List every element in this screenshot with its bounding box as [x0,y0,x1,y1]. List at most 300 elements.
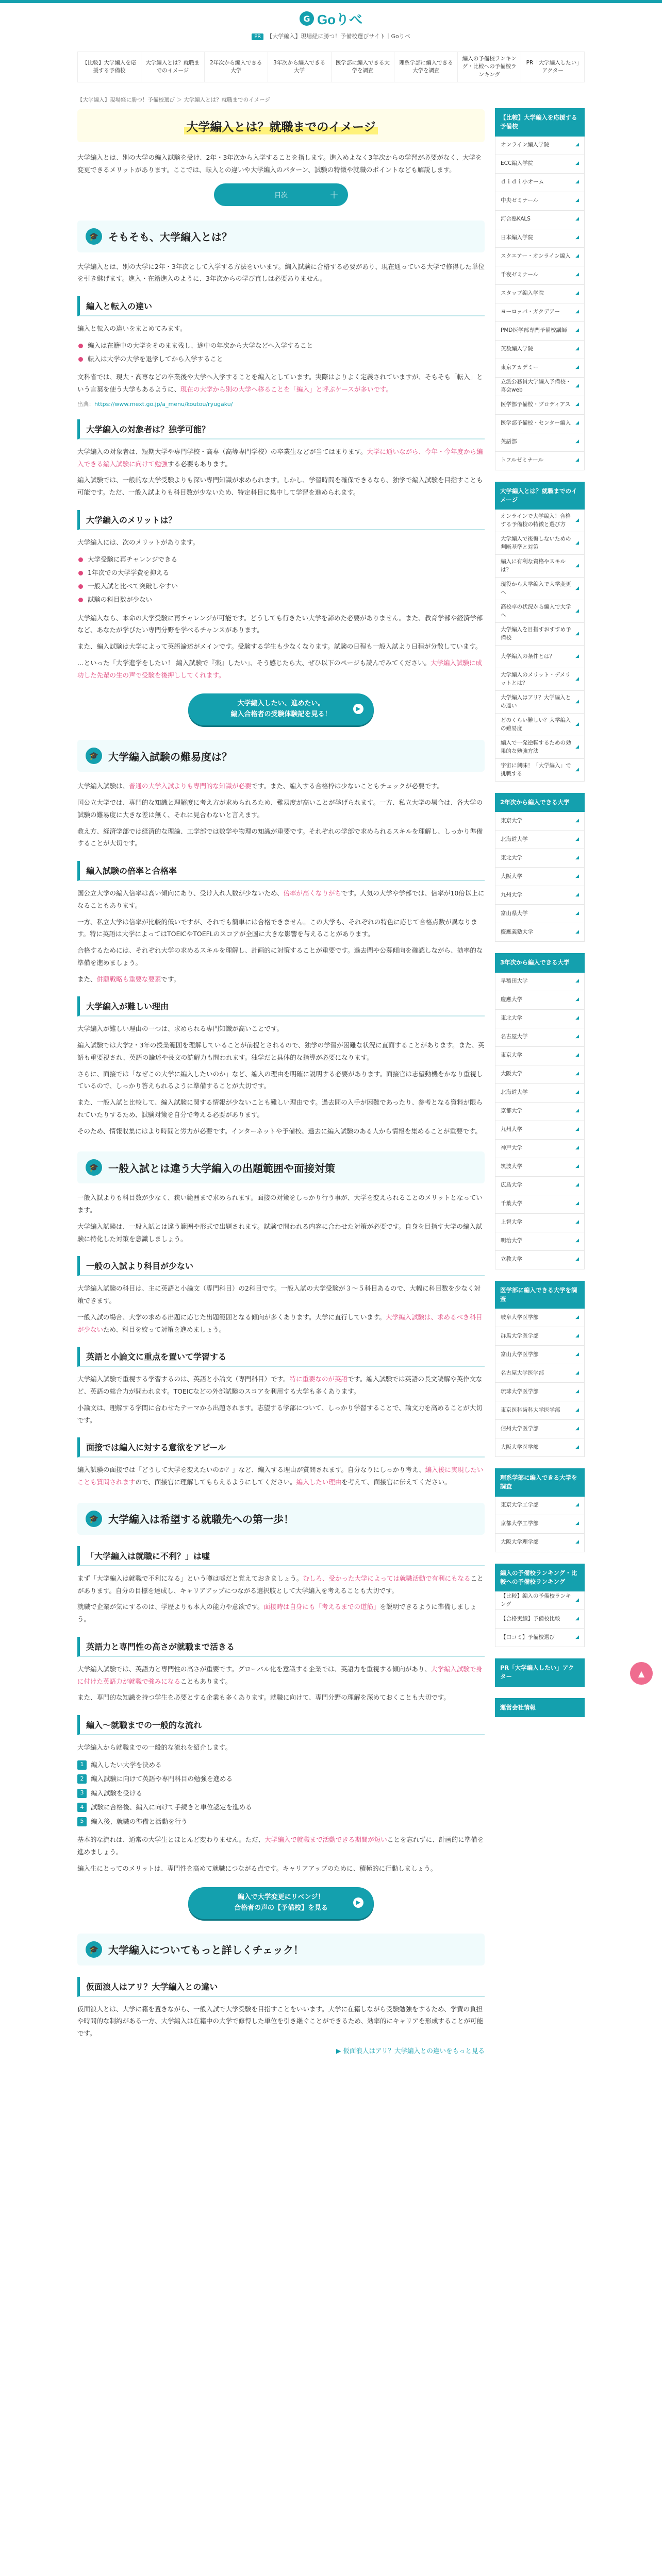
sidebar-item-label: 英語部 [501,438,517,445]
corner-check-icon: ◢ [575,1616,579,1621]
sidebar-item-label: スクエアー・オンライン編入 [501,253,571,260]
sidebar-item[interactable] [495,973,585,991]
sidebar-item[interactable] [495,1497,585,1515]
site-tagline [0,32,662,40]
corner-check-icon: ◢ [575,653,579,659]
sidebar-item[interactable] [495,668,585,691]
sidebar-item[interactable] [495,415,585,433]
corner-check-icon: ◢ [575,1444,579,1450]
sidebar-item[interactable] [495,1214,585,1232]
section-heading [77,1151,485,1183]
paragraph: 大学編入なら、本命の大学受験に再チャレンジが可能です。どうしても行きたい大学を諦めた必要がありません。また、教育学部や経済学部など、あなたが学びたい専門分野を学べるチャンスがあります。 [77,614,483,634]
highlight-text: むしろ、受かった大学によっては就職活動で有利にもなる [303,1574,471,1582]
sidebar-item[interactable] [495,1401,585,1420]
sidebar-item[interactable] [495,1140,585,1158]
sidebar-item[interactable] [495,174,585,192]
paragraph [77,1834,485,1858]
sidebar-item-label: スタップ編入学院 [501,290,544,297]
nav-item[interactable]: 2年次から編入できる大学 [205,52,268,82]
sidebar-item-label: オンライン編入学院 [501,142,550,148]
text: こともあります。 [180,1677,232,1685]
corner-check-icon: ◢ [575,1521,579,1527]
corner-check-icon: ◢ [575,1053,579,1058]
sidebar-item-label: ｄｉｄｉ小オーム [501,179,544,185]
sidebar-heading[interactable]: 【比較】大学編入を応援する予備校 [495,108,585,137]
corner-check-icon: ◢ [575,1502,579,1508]
source-label: 出典： [77,400,94,408]
nav-item[interactable]: 理系学部に編入できる大学を調査 [394,52,458,82]
sidebar-item[interactable] [495,868,585,886]
sidebar-item[interactable] [495,831,585,849]
sidebar-item-label: 【口コミ】予備校選び [501,1634,555,1640]
corner-check-icon: ◢ [575,1182,579,1188]
sidebar-block [495,1658,585,1687]
corner-check-icon: ◢ [575,402,579,408]
sidebar-block [495,482,585,782]
sidebar-item[interactable] [495,905,585,923]
sidebar [495,108,585,2576]
sidebar-item[interactable] [495,1177,585,1195]
cta-line: 編入合格者の受験体験記を見る！ [230,710,332,719]
sidebar-item-label: ECC編入学院 [501,160,534,167]
sidebar-item[interactable] [495,303,585,322]
sidebar-item-label: 高校卒の状況から編入で大学へ [501,603,571,618]
sidebar-item[interactable] [495,923,585,942]
subheading: 面接では編入に対する意欲をアピール [77,1437,485,1458]
sidebar-item-label: 名古屋大学 [501,1033,528,1040]
text: ため、科目を絞って対策を進めましょう。 [103,1325,226,1333]
sidebar-item-label: 千夜ゼミナール [501,272,539,278]
sidebar-item[interactable] [495,192,585,211]
sidebar-item-label: 大学編入はアリ？大学編入との違い [501,694,571,709]
breadcrumb[interactable]: 【大学編入】現場経に勝つ！予備校選び ＞ 大学編入とは？就職までのイメージ [77,97,270,103]
cta-line: 大学編入したい、進めたい。 [237,700,325,708]
graduation-cap-icon: 🎓 [86,748,102,764]
sidebar-item[interactable] [495,1515,585,1534]
sidebar-item-label: 東北大学 [501,1015,522,1022]
highlight-text: 面接時は自身にも「考えるまでの道筋」 [263,1603,380,1611]
highlight-text: 現在の大学から別の大学へ移ることを「編入」と呼ぶケースが多いです。 [180,385,392,393]
sidebar-item-label: 慶應大学 [501,996,522,1003]
corner-check-icon: ◢ [575,198,579,204]
sidebar-item-label: 富山県大学 [501,910,528,917]
subheading: 一般の入試より科目が少ない [77,1256,485,1276]
sidebar-item[interactable] [495,691,585,714]
highlight-text: 大学編入試験は、求めるべき科目が少ない [77,1313,483,1333]
highlight-text: 倍率が高くなりがち [283,889,341,897]
sidebar-item-label: 名古屋大学医学部 [501,1369,544,1376]
paragraph [77,657,485,682]
paragraph: 一般入試よりも科目数が少なく、狭い範囲まで求められます。面接の対策をしっかり行う事が、大学を変えられることのメリットとなっています。 [77,1194,483,1214]
text: です。また、編入する合格枠は少ないこともチェックが必要です。 [251,782,444,790]
corner-check-icon: ◢ [575,837,579,842]
corner-check-icon: ◢ [575,161,579,166]
subheading: 編入～就職までの一般的な流れ [77,1715,485,1735]
sidebar-item-label: 九州大学 [501,891,522,898]
sidebar-heading[interactable]: PR「大学編入したい」アクター [495,1658,585,1687]
sidebar-item[interactable] [495,1065,585,1084]
sidebar-item-label: 編入で一発逆転するための効果的な勉強方法 [501,739,571,754]
cta-button[interactable] [188,693,374,725]
graduation-cap-icon: 🎓 [86,1941,102,1958]
corner-check-icon: ◢ [575,767,579,772]
nav-item[interactable]: 編入の予備校ランキング・比較への予備校ランキング [458,52,521,82]
sidebar-item-label: 群馬大学医学部 [501,1332,539,1339]
numbered-list [77,1758,485,1829]
corner-check-icon: ◢ [575,439,579,445]
sidebar-item-label: 上智大学 [501,1219,522,1226]
sidebar-item-label: 中央ゼミナール [501,197,539,204]
sidebar-item[interactable] [495,137,585,155]
corner-check-icon: ◢ [575,1127,579,1132]
section-title: 大学編入試験の難易度は？ [108,750,232,763]
list-item [77,1758,485,1772]
step-text: 編入したい大学を決める [91,1760,162,1769]
graduation-cap-icon: 🎓 [86,1511,102,1527]
toc-button[interactable] [214,183,348,206]
sidebar-item[interactable] [495,359,585,378]
sidebar-item[interactable] [495,1195,585,1214]
sidebar-item-label: 北海道大学 [501,1089,528,1096]
sidebar-item-label: 【比較】編入の予備校ランキング [501,1592,571,1607]
corner-check-icon: ◢ [575,1238,579,1244]
corner-check-icon: ◢ [575,216,579,222]
sidebar-item[interactable] [495,849,585,868]
paragraph: 編入試験では大学2・3年の授業範囲を理解していることが前提とされるので、独学の学習が困難な状況に直面することがあります。また、英語も重要視され、英語の論述や長文の読解力も問われます。独学だと具体的な指導が必要になります。 [77,1041,485,1061]
nav-item[interactable]: 大学編入とは？就職までのイメージ [141,52,205,82]
text: 就職で企業が気にするのは、学歴よりも本人の能力や意欲です。 [77,1603,264,1611]
sidebar-item[interactable] [495,433,585,452]
sidebar-item[interactable] [495,1084,585,1103]
toc [77,183,485,206]
step-text: 編入後、就職の準備と活動を行う [91,1817,188,1825]
highlight-text: 編入後に実現したいことも質問されます [77,1466,484,1486]
logo-mark-icon: G [300,11,314,26]
sidebar-item-label: 河合塾KALS [501,216,531,223]
paragraph: 大学編入には、次のメリットがあります。 [77,538,200,546]
corner-check-icon: ◢ [575,608,579,614]
subheading: 編入試験の倍率と合格率 [77,861,485,881]
corner-check-icon: ◢ [575,1388,579,1394]
step-number: 3 [77,1789,87,1798]
sidebar-heading[interactable]: 3年次から編入できる大学 [495,953,585,972]
sidebar-item-label: PMD医学部専門予備校講師 [501,327,567,334]
sidebar-item[interactable] [495,248,585,266]
sidebar-item[interactable] [495,322,585,341]
text: です。 [161,975,180,983]
subheading: 英語と小論文に重点を置いて学習する [77,1347,485,1367]
corner-check-icon: ◢ [575,1351,579,1357]
corner-check-icon: ◢ [575,457,579,463]
sidebar-item-label: 日本編入学院 [501,234,533,241]
sidebar-item[interactable] [495,578,585,600]
corner-check-icon: ◢ [575,1219,579,1225]
sidebar-item[interactable] [495,266,585,285]
sidebar-item[interactable] [495,1251,585,1269]
sidebar-item[interactable] [495,452,585,470]
sidebar-item-label: 早稲田大学 [501,978,528,985]
paragraph [77,1663,485,1688]
sidebar-block [495,793,585,942]
step-text: 編入試験に向けて英語や専門科目の勉強を進める [91,1775,233,1783]
nav-item[interactable]: PR「大学編入したい」アクター [521,52,585,82]
step-number: 2 [77,1774,87,1784]
list-item: 試験の科目数が少ない [77,593,485,606]
sidebar-item[interactable] [495,229,585,248]
sidebar-item[interactable] [495,759,585,782]
sidebar-item[interactable] [495,396,585,415]
read-more-link[interactable]: ▶ 仮面浪人はアリ？大学編入との違いをもっと見る [336,2046,485,2055]
text: する必要もあります。 [168,460,232,468]
section-heading [77,221,485,252]
sidebar-item-label: 東京大学 [501,1052,522,1059]
sidebar-item[interactable] [495,155,585,174]
paragraph: 教え方、経済学部では経済的な理論、工学部では数学や物理の知識が重要です。それぞれの学部で求められるスキルを理解し、しっかり準備することが大切です。 [77,827,483,848]
sidebar-item[interactable] [495,886,585,905]
corner-check-icon: ◢ [575,1597,579,1603]
page-hero [77,109,485,142]
sidebar-item[interactable] [495,1309,585,1327]
sidebar-item-label: 東京アカデミー [501,364,539,371]
list-item: 大学受験に再チャレンジできる [77,553,485,566]
sidebar-item[interactable] [495,1010,585,1028]
cta-line: 編入で大学変更にリベンジ！ [237,1893,325,1901]
corner-check-icon: ◢ [575,721,579,727]
sidebar-item-label: 大学編入を目指すおすすめ予備校 [501,626,571,641]
paragraph [77,1464,485,1488]
subheading: 「大学編入は就職に不利？」は嘘 [77,1546,485,1566]
page-top-button[interactable] [630,1662,653,1685]
sidebar-item-label: 東京医科歯科大学医学部 [501,1406,560,1413]
sidebar-block [495,1281,585,1458]
text: 基本的な流れは、通常の大学生とほとんど変わりません。ただ、 [77,1836,265,1844]
sidebar-item[interactable] [495,1591,585,1610]
paragraph [77,1601,485,1625]
sidebar-item-label: オンラインで大学編入！合格する予備校の特徴と選び方 [501,513,571,528]
pr-badge: PR [252,33,263,40]
sidebar-heading[interactable]: 2年次から編入できる大学 [495,793,585,812]
sidebar-item-label: 慶應義塾大学 [501,928,533,935]
text: 大学編入試験では、英語力と専門性の高さが重要です。グローバル化を意識する企業では、英語力を重視する傾向があり、 [77,1665,431,1673]
sidebar-heading[interactable]: 理系学部に編入できる大学を調査 [495,1468,585,1497]
highlight-text: 大学編入試験で身に付けた英語力が就職で強みになる [77,1665,483,1685]
sidebar-item[interactable] [495,285,585,303]
paragraph: さらに、面接では「なぜこの大学に編入したいのか」など、編入の理由を明確に説明する必要があります。面接官は志望動機をかなり重視しているので、しっかり答えられるように準備することが大切です。 [77,1070,483,1090]
nav-item[interactable]: 医学部に編入できる大学を調査 [332,52,395,82]
corner-check-icon: ◢ [575,744,579,750]
top-accent-bar [0,0,662,3]
list-item: 一般入試と比べて突破しやすい [77,580,485,593]
sidebar-item[interactable] [495,378,585,396]
page-title: 大学編入とは？就職までのイメージ [184,117,377,134]
corner-check-icon: ◢ [575,291,579,296]
section-heading [77,740,485,772]
corner-check-icon: ◢ [575,1090,579,1095]
corner-check-icon: ◢ [575,874,579,879]
paragraph: また、専門的な知識を持つ学生を必要とする企業も多くあります。就職に向けて、専門分野の理解を深めておくことも大切です。 [77,1693,450,1702]
sidebar-item[interactable] [495,1534,585,1552]
paragraph: 合格するためには、それぞれ大学の求めるスキルを理解し、計画的に対策することが重要です。過去問や公募傾向を確認しながら、効率的な準備を進めましょう。 [77,946,483,967]
sidebar-item[interactable] [495,1121,585,1140]
arrow-up-icon: ▲ [638,1668,645,1679]
sidebar-item[interactable] [495,1346,585,1364]
corner-check-icon: ◢ [575,1426,579,1431]
corner-check-icon: ◢ [575,1333,579,1338]
paragraph: また、一般入試と比較して、編入試験に関する情報が少ないことも難しい理由です。過去問の入手が困難であったり、参考となる資料が限られていたりするため、試験対策を自分で考える必要があります。 [77,1098,483,1118]
sidebar-item-label: 岐阜大学医学部 [501,1314,539,1320]
sidebar-item[interactable] [495,736,585,759]
graduation-cap-icon: 🎓 [86,1159,102,1176]
corner-check-icon: ◢ [575,1164,579,1170]
sidebar-item-label: 明治大学 [501,1238,522,1244]
section-heading [77,1934,485,1965]
sidebar-heading[interactable]: 大学編入とは？就職までのイメージ [495,482,585,510]
section-title: 一般入試とは違う大学編入の出題範囲や面接対策 [108,1162,335,1175]
paragraph: 大学編入試験は、一般入試とは違う範囲や形式で出題されます。試験で問われる内容に合わせた対策が必要です。自身を目指す大学の編入試験に特化した対策を意識しましょう。 [77,1222,483,1243]
sidebar-item[interactable] [495,1629,585,1647]
text: ことがあります。自分の目標を達成し、キャリアアップにつながる選択肢として大学編入を考えることも大切です。 [77,1574,484,1595]
sidebar-item[interactable] [495,1327,585,1346]
corner-check-icon: ◢ [575,1108,579,1114]
corner-check-icon: ◢ [575,1314,579,1320]
sidebar-item-label: 神戸大学 [501,1145,522,1151]
text: 国公立大学の編入倍率は高い傾向にあり、受け入れ人数が少ないため、 [77,889,284,897]
paragraph: 大学編入試験の科目は、主に英語と小論文（専門科目）の2科目です。一般入試の大学受験が３～５科目あるので、大幅に科目数を少なく対策できます。 [77,1284,481,1304]
site-logo[interactable] [295,8,367,29]
text: 一般入試の場合、大学の求める出題に応じた出題範囲となる傾向が多くあります。大学に直行しています。 [77,1313,386,1321]
text: …といった「大学進学をしたい！ 編入試験で『楽』したい」、そう感じたら大、ぜひ以下のページも読んでみてください。 [77,658,431,667]
text: を説明できるように準備しましょう。 [77,1603,477,1623]
corner-check-icon: ◢ [575,892,579,897]
sidebar-item-label: 【合格実績】予備校比較 [501,1615,560,1622]
corner-check-icon: ◢ [575,1407,579,1413]
text: 編入試験の面接では「どうして大学を変えたいのか？」など、編入する理由が質問されます。自分なりにしっかり考え、 [77,1466,425,1474]
paragraph: 編入試験では、一般的な大学受験よりも深い専門知識が求められます。しかし、学習時間を確保できるなら、独学で編入試験を目指すことも可能です。ただ、一般入試よりも科目数が少ないため、特定科目に集中して学習を進められます。 [77,476,483,496]
paragraph: 大学編入とは、別の大学に2年・3年次として入学する方法をいいます。編入試験に合格する必要があり、現在通っている大学で修得した単位を引き継げます。進入・在籍進入のように、3年次からの学び直しは必要ありません。 [77,262,485,283]
sidebar-item[interactable] [495,714,585,736]
sidebar-item[interactable] [495,1364,585,1383]
sidebar-item-label: 現役から大学編入で大学変更へ [501,581,571,596]
sidebar-item-label: 大阪大学 [501,873,522,879]
subheading: 大学編入の対象者は？独学可能？ [77,419,485,439]
text: を考えて、面接官に伝えてください。 [341,1478,451,1486]
highlight-text: 併願戦略も重要な要素 [96,975,161,983]
list-item [77,1772,485,1786]
sidebar-item-label: 広島大学 [501,1182,522,1189]
sidebar-item[interactable] [495,1028,585,1047]
paragraph: また、編入試験は大学によって英語論述がメインです。受験する学生も少なくなります。試験の日程も一般入試より日程が分散しています。 [77,642,482,650]
sidebar-item[interactable] [495,341,585,359]
sidebar-block [495,1564,585,1648]
sidebar-item[interactable] [495,646,585,668]
corner-check-icon: ◢ [575,1015,579,1021]
corner-check-icon: ◢ [575,929,579,935]
corner-check-icon: ◢ [575,1034,579,1040]
list-item [77,1786,485,1801]
list-item: 編入は在籍中の大学をそのまま残し、途中の年次から大学などへ入学すること [77,339,485,352]
sidebar-item-label: 英数編入学院 [501,346,533,352]
sidebar-heading[interactable]: 医学部に編入できる大学を調査 [495,1281,585,1309]
sidebar-item[interactable] [495,1232,585,1251]
corner-check-icon: ◢ [575,142,579,148]
paragraph: 仮面浪人とは、大学に籍を置きながら、一般入試で大学受験を目指すことをいいます。大学に在籍しながら受験勉強をするため、学費の負担や時間的な制約がある一方、大学編入は在籍中の大学で修得した単位を引き継ぐことができるため、効率的にキャリアを形成することが可能です。 [77,2005,484,2037]
sidebar-item[interactable] [495,623,585,646]
nav-item[interactable]: 【比較】大学編入を応援する予備校 [77,52,141,82]
paragraph [77,371,485,396]
text: ので、面接官に理解してもらえるようにしてください。 [135,1478,296,1486]
cta-button[interactable] [188,1887,374,1919]
paragraph [77,887,485,912]
sidebar-item[interactable] [495,1103,585,1121]
sidebar-item[interactable] [495,211,585,229]
sidebar-item-label: 医学部予備校・ブロディアス [501,401,571,408]
sidebar-item[interactable] [495,510,585,532]
paragraph [77,973,485,986]
sidebar-item[interactable] [495,1420,585,1438]
source-note [77,400,485,408]
sidebar-item[interactable] [495,991,585,1010]
sidebar-item[interactable] [495,812,585,831]
subheading: 大学編入のメリットは？ [77,510,485,530]
global-nav [77,52,585,82]
list-item: 1年次での大学学費を抑える [77,566,485,580]
sidebar-item-label: 千葉大学 [501,1200,522,1207]
corner-check-icon: ◢ [575,1071,579,1077]
section-heading [77,1503,485,1535]
sidebar-item-label: 大阪大学理学部 [501,1539,539,1546]
sidebar-item-label: 京都大学工学部 [501,1520,539,1527]
sidebar-item-label: 東京大学工学部 [501,1502,539,1509]
sidebar-item[interactable] [495,532,585,555]
tagline-text: 【大学編入】現場経に勝つ！予備校選びサイト｜Goりべ [267,33,410,40]
paragraph: 編入生にとってのメリットは、専門性を高めて就職につながる点です。キャリアアップのために、積極的に行動しましょう。 [77,1864,437,1872]
corner-check-icon: ◢ [575,383,579,389]
sidebar-item[interactable] [495,1158,585,1177]
sidebar-item-label: 編入に有利な資格やスキルは？ [501,558,566,573]
sidebar-item-label: 大学編入の条件とは？ [501,653,555,659]
sidebar-item[interactable] [495,1383,585,1401]
nav-item[interactable]: 3年次から編入できる大学 [268,52,332,82]
text: また、 [77,975,97,983]
paragraph: 小論文は、理解する学問に合わせたテーマから出題されます。志望する学部について、しっかり学習することで、論文力を高めることが大切です。 [77,1403,483,1424]
source-link[interactable]: https://www.mext.go.jp/a_menu/koutou/ryugaku/ [94,400,233,408]
sidebar-item[interactable] [495,1438,585,1457]
text: ことを忘れずに、計画的に準備を進めましょう。 [77,1836,484,1856]
logo-text: Goりべ [317,11,363,27]
subheading: 編入と転入の違い [77,296,485,316]
corner-check-icon: ◢ [575,346,579,352]
text: まず「大学編入は就職で不利になる」という噂は嘘だと覚えておきましょう。 [77,1574,303,1582]
sidebar-item[interactable] [495,1610,585,1629]
corner-check-icon: ◢ [575,818,579,823]
sidebar-item[interactable] [495,555,585,578]
sidebar-heading[interactable]: 運営会社情報 [495,1698,585,1717]
corner-check-icon: ◢ [575,309,579,315]
sidebar-heading[interactable]: 編入の予備校ランキング・比較への予備校ランキング [495,1564,585,1592]
paragraph [77,1373,485,1398]
corner-check-icon: ◢ [575,328,579,333]
sidebar-item-label: ヨーロッパ・ガクデアー [501,309,560,315]
sidebar-item-label: どのくらい難しい？大学編入の難易度 [501,717,571,732]
subheading: 英語力と専門性の高さが就職まで活きる [77,1637,485,1657]
corner-check-icon: ◢ [575,1145,579,1151]
toc-label: 目次 [274,192,288,199]
corner-check-icon: ◢ [575,1370,579,1376]
corner-check-icon: ◢ [575,272,579,278]
sidebar-item[interactable] [495,1047,585,1065]
highlight-text: 編入したい理由 [296,1478,342,1486]
sidebar-item[interactable] [495,600,585,623]
